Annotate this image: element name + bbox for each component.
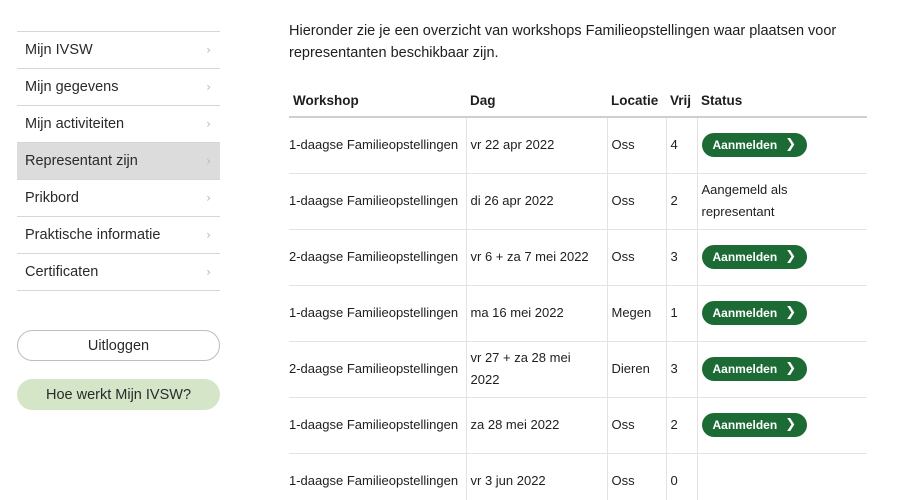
- table-row: [289, 285, 867, 341]
- sidebar-item-praktische-informatie[interactable]: [17, 217, 220, 254]
- sidebar-item-label: Certificaten: [25, 264, 99, 280]
- cell-workshop: 2-daagse Familieopstellingen: [289, 229, 466, 285]
- help-button[interactable]: Hoe werkt Mijn IVSW?: [17, 379, 220, 410]
- aanmelden-button[interactable]: [702, 301, 808, 325]
- aanmelden-label: Aanmelden: [712, 418, 778, 432]
- workshops-table: [289, 84, 867, 500]
- table-row: [289, 173, 867, 229]
- column-header-dag: Dag: [466, 84, 607, 117]
- cell-vrij: 3: [666, 341, 697, 397]
- sidebar-item-label: Representant zijn: [25, 153, 138, 169]
- cell-vrij: 2: [666, 397, 697, 453]
- chevron-right-icon: ❯: [785, 417, 797, 432]
- intro-text: Hieronder zie je een overzicht van workshops Familieopstellingen waar plaatsen voor representanten beschikbaar zijn.: [289, 23, 837, 61]
- chevron-right-icon: ›: [206, 228, 211, 242]
- column-header-workshop: Workshop: [289, 84, 466, 117]
- aanmelden-button[interactable]: [702, 357, 808, 381]
- cell-locatie: Dieren: [607, 341, 666, 397]
- chevron-right-icon: ❯: [785, 305, 797, 320]
- table-row: [289, 453, 867, 500]
- cell-vrij: 1: [666, 285, 697, 341]
- cell-locatie: Oss: [607, 229, 666, 285]
- table-header-row: [289, 84, 867, 117]
- cell-dag: vr 22 apr 2022: [466, 117, 607, 173]
- sidebar-item-mijn-ivsw[interactable]: [17, 32, 220, 69]
- column-header-vrij: Vrij: [666, 84, 697, 117]
- cell-status: [697, 397, 867, 453]
- chevron-right-icon: ›: [206, 80, 211, 94]
- column-header-locatie: Locatie: [607, 84, 666, 117]
- cell-status: [697, 173, 867, 229]
- column-header-status: Status: [697, 84, 867, 117]
- sidebar-item-label: Prikbord: [25, 190, 79, 206]
- aanmelden-button[interactable]: [702, 413, 808, 437]
- sidebar-item-mijn-gegevens[interactable]: [17, 69, 220, 106]
- sidebar-item-prikbord[interactable]: [17, 180, 220, 217]
- cell-locatie: Megen: [607, 285, 666, 341]
- cell-status: [697, 453, 867, 500]
- cell-status: [697, 117, 867, 173]
- sidebar-item-representant-zijn[interactable]: [17, 143, 220, 180]
- cell-locatie: Oss: [607, 453, 666, 500]
- main-content: [289, 20, 869, 500]
- cell-workshop: 1-daagse Familieopstellingen: [289, 453, 466, 500]
- aanmelden-label: Aanmelden: [712, 362, 778, 376]
- cell-workshop: 1-daagse Familieopstellingen: [289, 285, 466, 341]
- cell-locatie: Oss: [607, 173, 666, 229]
- cell-vrij: 2: [666, 173, 697, 229]
- cell-vrij: 3: [666, 229, 697, 285]
- logout-button[interactable]: Uitloggen: [17, 330, 220, 361]
- table-row: [289, 117, 867, 173]
- table-row: [289, 397, 867, 453]
- aanmelden-label: Aanmelden: [712, 138, 778, 153]
- sidebar-item-label: Mijn activiteiten: [25, 116, 125, 132]
- table-row: [289, 229, 867, 285]
- cell-locatie: Oss: [607, 117, 666, 173]
- cell-dag: di 26 apr 2022: [466, 173, 607, 229]
- cell-dag: vr 6 + za 7 mei 2022: [466, 229, 607, 285]
- sidebar-nav: [17, 31, 220, 291]
- cell-dag: za 28 mei 2022: [466, 397, 607, 453]
- cell-workshop: 1-daagse Familieopstellingen: [289, 397, 466, 453]
- table-row: [289, 341, 867, 397]
- cell-locatie: Oss: [607, 397, 666, 453]
- sidebar-item-certificaten[interactable]: [17, 254, 220, 291]
- aanmelden-label: Aanmelden: [712, 306, 778, 320]
- sidebar-item-label: Praktische informatie: [25, 227, 161, 243]
- aanmelden-button[interactable]: [702, 133, 808, 157]
- chevron-right-icon: ›: [206, 191, 211, 205]
- cell-vrij: 4: [666, 117, 697, 173]
- status-text: Aangemeld als representant: [701, 182, 788, 219]
- cell-dag: ma 16 mei 2022: [466, 285, 607, 341]
- aanmelden-button[interactable]: [702, 245, 808, 269]
- cell-vrij: 0: [666, 453, 697, 500]
- sidebar: [17, 31, 220, 403]
- chevron-right-icon: ›: [206, 43, 211, 57]
- cell-status: [697, 341, 867, 397]
- sidebar-item-label: Mijn gegevens: [25, 79, 119, 95]
- cell-status: [697, 285, 867, 341]
- cell-status: [697, 229, 867, 285]
- chevron-right-icon: ›: [206, 265, 211, 279]
- chevron-right-icon: ›: [206, 154, 211, 168]
- aanmelden-label: Aanmelden: [712, 250, 778, 264]
- cell-dag: vr 27 + za 28 mei 2022: [466, 341, 607, 397]
- cell-workshop: 2-daagse Familieopstellingen: [289, 341, 466, 397]
- cell-workshop: 1-daagse Familieopstellingen: [289, 173, 466, 229]
- sidebar-item-mijn-activiteiten[interactable]: [17, 106, 220, 143]
- chevron-right-icon: ›: [206, 117, 211, 131]
- cell-workshop: 1-daagse Familieopstellingen: [289, 117, 466, 173]
- chevron-right-icon: ❯: [785, 361, 797, 376]
- cell-dag: vr 3 jun 2022: [466, 453, 607, 500]
- chevron-right-icon: ❯: [785, 249, 797, 264]
- sidebar-item-label: Mijn IVSW: [25, 42, 93, 58]
- chevron-right-icon: ❯: [785, 137, 797, 153]
